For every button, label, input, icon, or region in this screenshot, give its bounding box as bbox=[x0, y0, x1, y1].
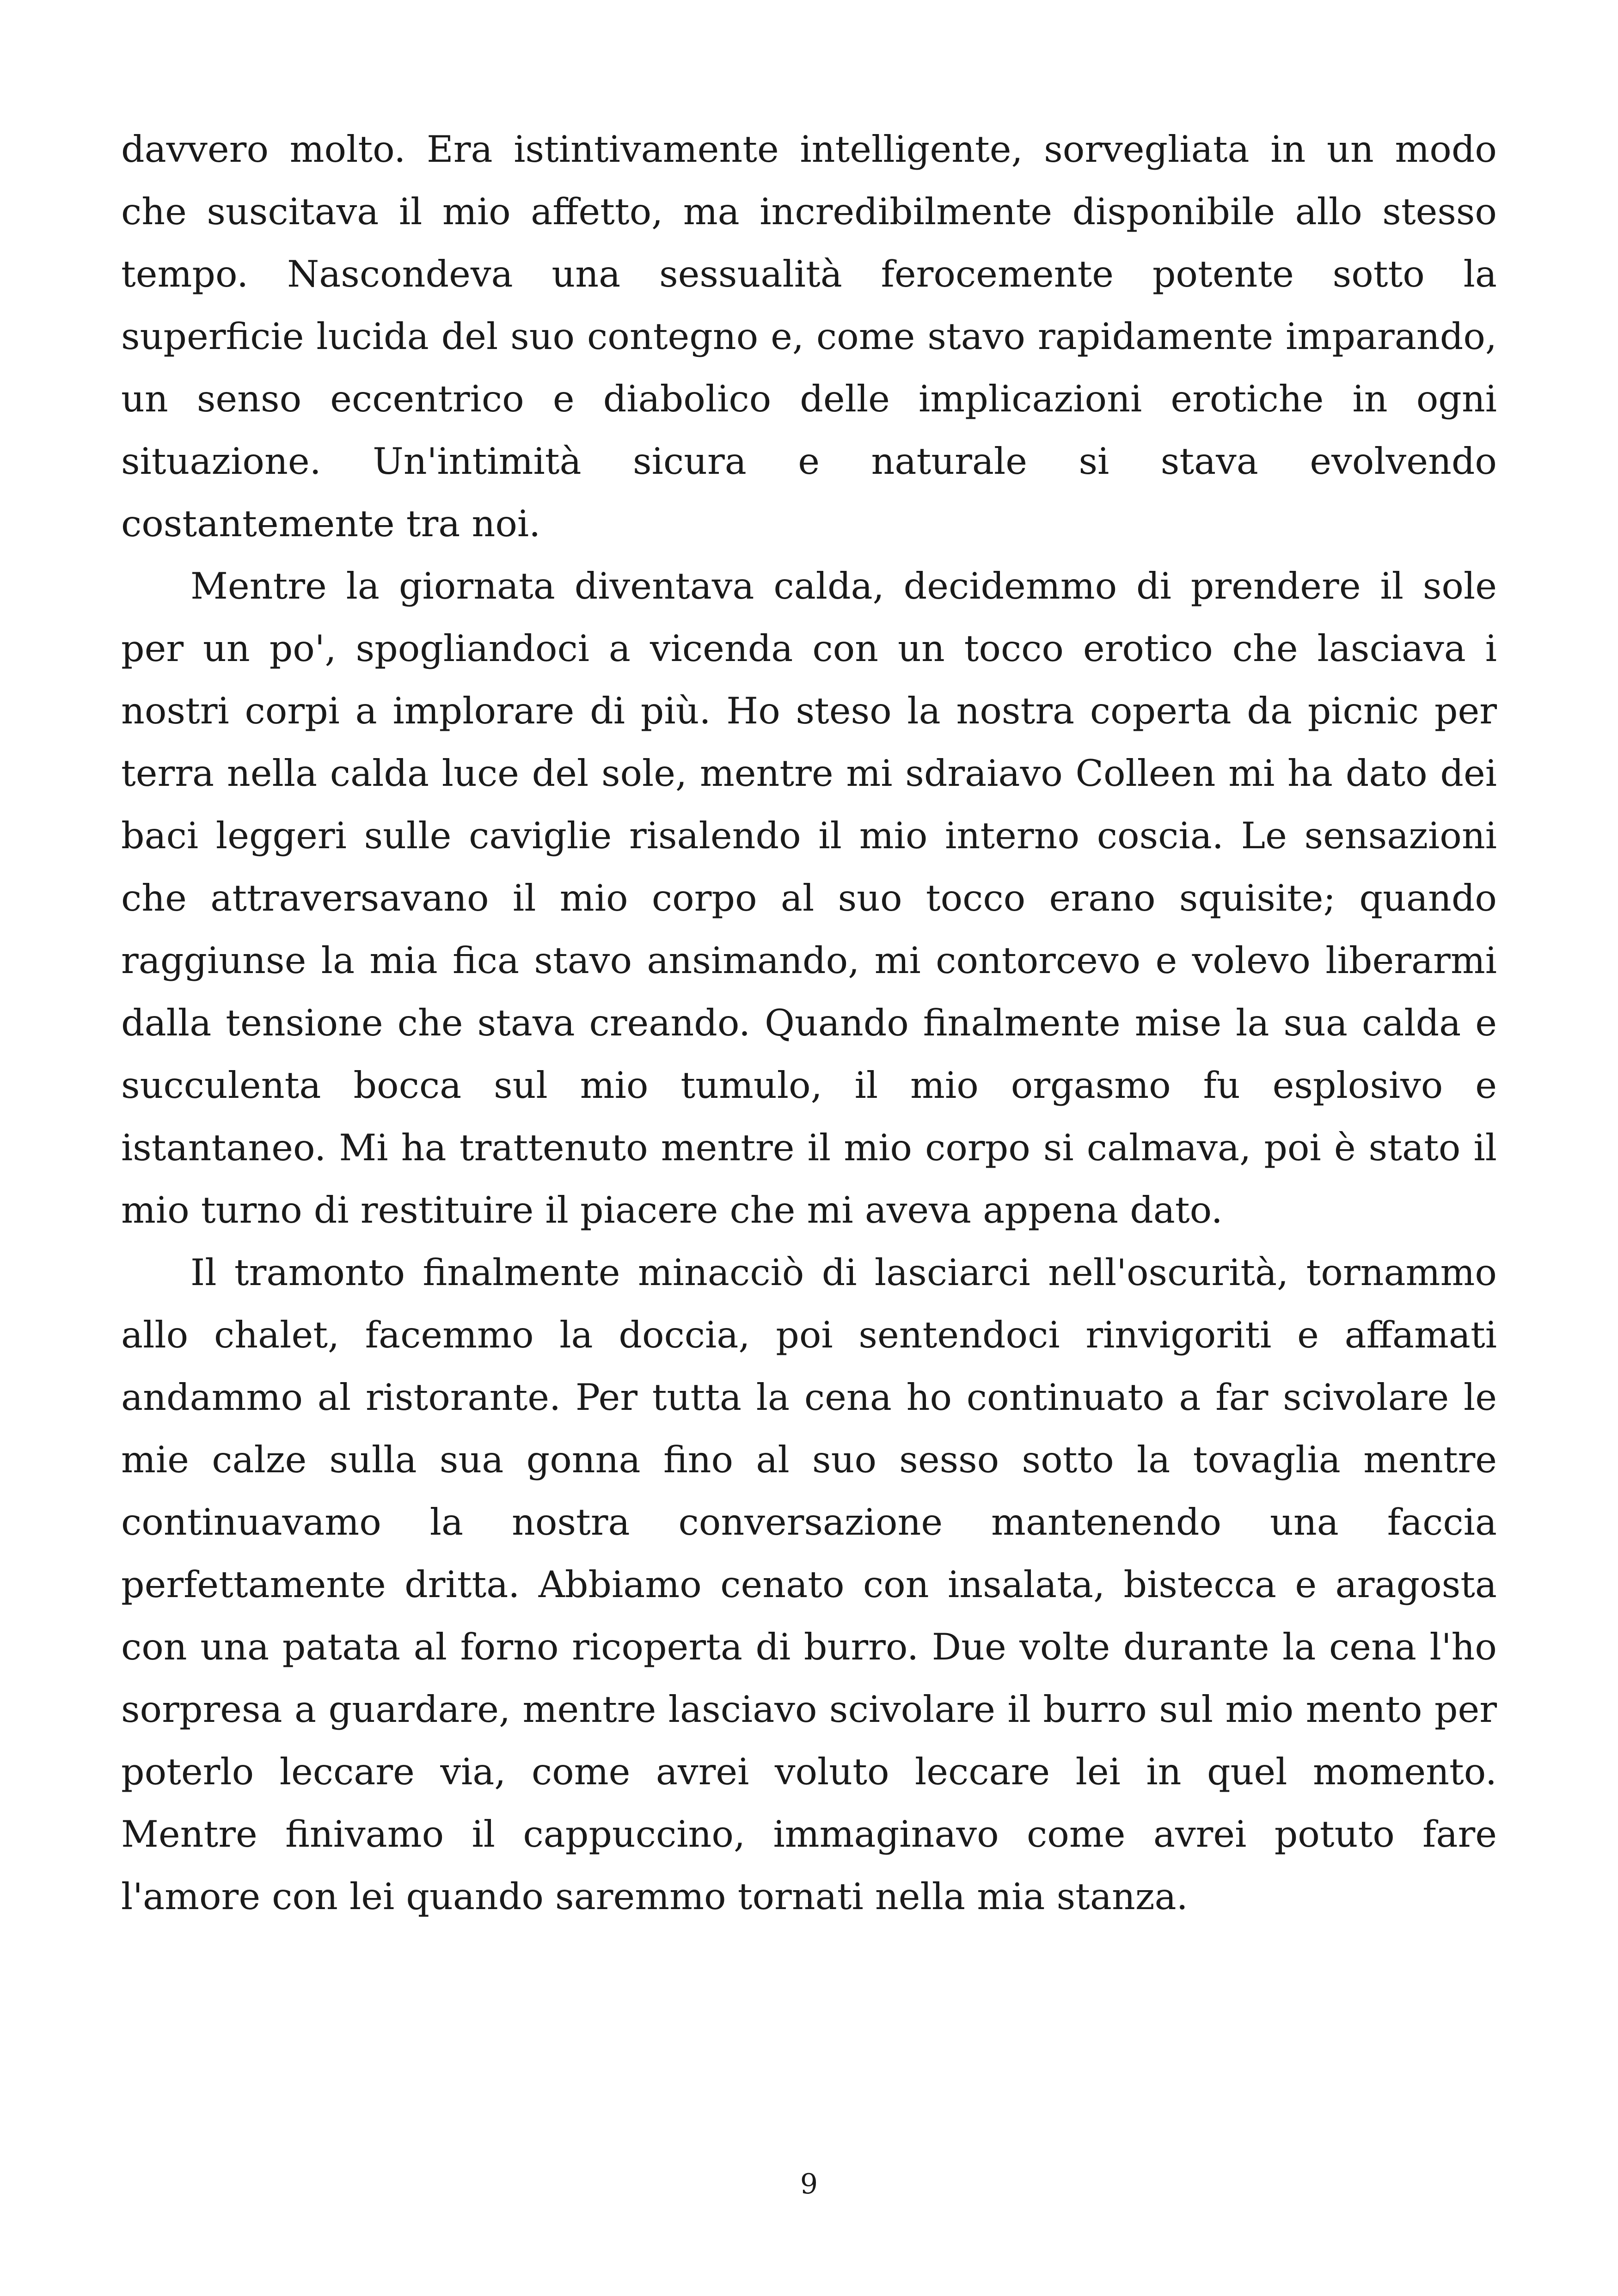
paragraph-1: davvero molto. Era istintivamente intelligente, sorvegliata in un modo che suscitava il mio affetto, ma incredibilmente disponibile allo stesso tempo. Nascondeva una sessualità ferocemente potente sotto la superficie lucida del suo contegno e, come stavo rapidamente imparando, un senso eccentrico e diabolico delle implicazioni erotiche in ogni situazione. Un'intimità sicura e naturale si stava evolvendo costantemente tra noi. bbox=[121, 128, 1497, 545]
paragraph-3: Il tramonto finalmente minacciò di lasciarci nell'oscurità, tornammo allo chalet, facemmo la doccia, poi sentendoci rinvigoriti e affamati andammo al ristorante. Per tutta la cena ho continuato a far scivolare le mie calze sulla sua gonna fino al suo sesso sotto la tovaglia mentre continuavamo la nostra conversazione mantenendo una faccia perfettamente dritta. Abbiamo cenato con insalata, bistecca e aragosta con una patata al forno ricoperta di burro. Due volte durante la cena l'ho sorpresa a guardare, mentre lasciavo scivolare il burro sul mio mento per poterlo leccare via, come avrei voluto leccare lei in quel momento. Mentre finivamo il cappuccino, immaginavo come avrei potuto fare l'amore con lei quando saremmo tornati nella mia stanza. bbox=[121, 1251, 1497, 1918]
body-text bbox=[121, 118, 1497, 1928]
paragraph-2: Mentre la giornata diventava calda, decidemmo di prendere il sole per un po', spogliandoci a vicenda con un tocco erotico che lasciava i nostri corpi a implorare di più. Ho steso la nostra coperta da picnic per terra nella calda luce del sole, mentre mi sdraiavo Colleen mi ha dato dei baci leggeri sulle caviglie risalendo il mio interno coscia. Le sensazioni che attraversavano il mio corpo al suo tocco erano squisite; quando raggiunse la mia fica stavo ansimando, mi contorcevo e volevo liberarmi dalla tensione che stava creando. Quando finalmente mise la sua calda e succulenta bocca sul mio tumulo, il mio orgasmo fu esplosivo e istantaneo. Mi ha trattenuto mentre il mio corpo si calmava, poi è stato il mio turno di restituire il piacere che mi aveva appena dato. bbox=[121, 565, 1497, 1231]
page-number: 9 bbox=[800, 2168, 818, 2200]
